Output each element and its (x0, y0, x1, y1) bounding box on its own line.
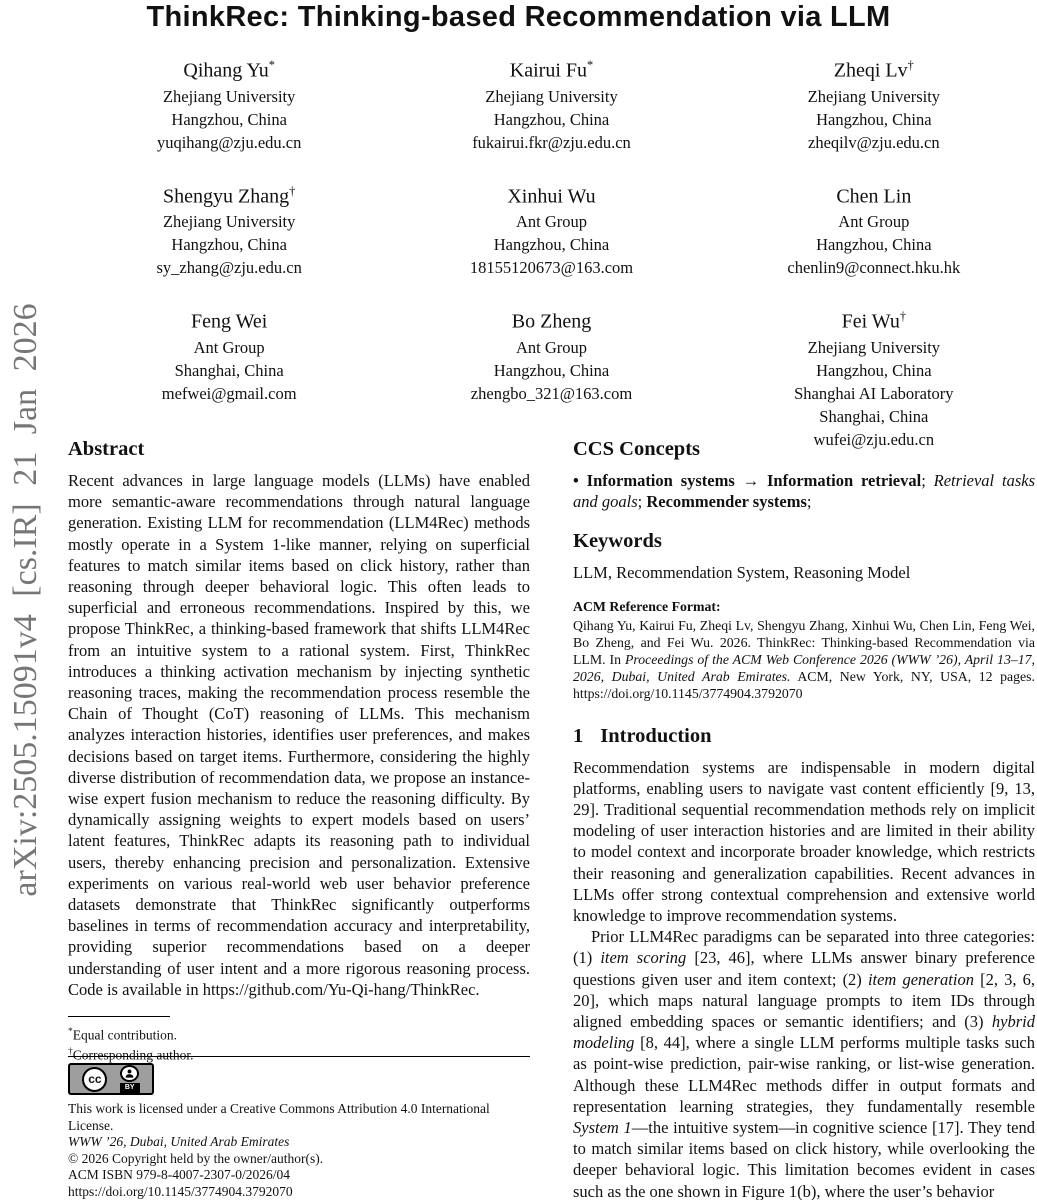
author-affiliation: Ant Group (193, 337, 265, 357)
author-affiliation: Zhejiang University (807, 337, 941, 357)
author-email: sy_zhang@zju.edu.cn (156, 258, 302, 278)
footnote-rule (68, 1016, 170, 1017)
author-affiliation: Ant Group (838, 212, 910, 232)
author-marker: † (899, 309, 907, 324)
ccs-concepts-text: • Information systems → Information retrieval; Retrieval tasks and goals; Recommender systems; (573, 471, 1035, 512)
person-icon (120, 1065, 139, 1082)
author-city: Hangzhou, China (493, 235, 610, 255)
author-city: Hangzhou, China (816, 235, 932, 255)
author-city: Hangzhou, China (493, 360, 610, 380)
left-column (68, 438, 530, 1200)
author-email: zhengbo_321@163.com (470, 383, 633, 403)
author-name: Zheqi Lv† (833, 58, 914, 82)
author-email: yuqihang@zju.edu.cn (156, 132, 302, 152)
abstract-text: Recent advances in large language models (LLMs) have enabled more semantic-aware recommendations through natural language generation. Existing LLM for recommendation (LLM4Rec) methods mostly operate in a System 1-like manner, relying on superficial features to match similar items based on click history, rather than reasoning through deeper behavioral logic. This often leads to superficial and erroneous recommendations. Inspired by this, we propose ThinkRec, a thinking-based framework that shifts LLM4Rec from an intuitive system to a rational system. First, ThinkRec introduces a thinking activation mechanism by injecting synthetic reasoning traces, making the recommendation process resemble the Chain of Thought (CoT) reasoning of LLMs. This mechanism analyzes interaction histories, identifies user preferences, and makes decisions based on target items. Furthermore, considering the highly diverse distribution of recommendation data, we propose an instance-wise expert fusion mechanism to reduce the reasoning difficulty. By dynamically assigning weights to expert models based on users’ latent features, ThinkRec adapts its reasoning path to individual users, thereby enhancing precision and personalization. Extensive experiments on various real-world web user behavior preference datasets demonstrate that ThinkRec significantly outperforms baselines in terms of recommendation accuracy and interpretability, providing superior recommendations based on a deeper understanding of user intent and a more rigorous reasoning process. Code is available in https://github.com/Yu-Qi-hang/ThinkRec. (68, 471, 530, 999)
author-name: Feng Wei (190, 310, 268, 333)
author-email: chenlin9@connect.hku.hk (787, 258, 961, 278)
license-statement: This work is licensed under a Creative Commons Attribution 4.0 International License. (68, 1101, 490, 1133)
author-affiliation: Zhejiang University (485, 86, 618, 106)
author-affiliation: Zhejiang University (162, 212, 296, 232)
author-affiliation-2: Shanghai AI Laboratory (794, 383, 954, 403)
author-name: Shengyu Zhang† (163, 183, 296, 208)
section-title: Introduction (600, 724, 712, 747)
footnote-corresponding-author: †Corresponding author. (68, 1047, 194, 1063)
author-block (68, 52, 390, 154)
arxiv-watermark: arXiv:2505.15091v4 [cs.IR] 21 Jan 2026 (7, 303, 44, 897)
author-city: Hangzhou, China (171, 235, 287, 255)
author-block (68, 303, 390, 451)
author-city: Hangzhou, China (816, 109, 932, 129)
author-city: Hangzhou, China (493, 109, 610, 129)
author-name: Qihang Yu* (183, 58, 275, 82)
introduction-paragraph-1: Recommendation systems are indispensable in modern digital platforms, enabling users to navigate vast content efficiently [9, 13, 29]. Traditional sequential recommendation methods rely on implicit modeling of user interaction histories and are limited in their ability to model context and incorporate broader knowledge, which restricts their reasoning and generalization capabilities. Recent advances in LLMs offer strong contextual comprehension and extensive world knowledge to improve recommendation systems. (573, 757, 1035, 926)
author-grid (68, 52, 1035, 451)
author-block (68, 178, 390, 280)
author-marker: † (289, 183, 296, 198)
author-email: mefwei@gmail.com (161, 383, 297, 403)
cc-by-license-badge (68, 1063, 154, 1095)
acm-reference-text: Qihang Yu, Kairui Fu, Zheqi Lv, Shengyu Zhang, Xinhui Wu, Chen Lin, Feng Wei, Bo Zheng, and Fei Wu. 2026. ThinkRec: Thinking-based Recommendation via LLM. In Proceedings of the ACM Web Conference 2026 (WWW ’26), April 13–17, 2026, Dubai, United Arab Emirates. ACM, New York, NY, USA, 12 pages. https://doi.org/10.1145/3774904.3792070 (573, 617, 1035, 702)
author-name: Bo Zheng (511, 310, 592, 333)
author-name: Chen Lin (836, 185, 912, 208)
keywords-heading: Keywords (573, 530, 662, 553)
right-column (573, 438, 1035, 1200)
by-attribution-group (120, 1065, 140, 1093)
page-title: ThinkRec: Thinking-based Recommendation via LLM (146, 1, 891, 33)
author-block (713, 52, 1035, 154)
conference-venue: WWW ’26, Dubai, United Arab Emirates (68, 1134, 290, 1149)
author-block (713, 303, 1035, 451)
author-affiliation: Ant Group (515, 337, 588, 357)
introduction-paragraph-2: Prior LLM4Rec paradigms can be separated into three categories: (1) item scoring [23, 46], where LLMs answer binary preference questions given user and item context; (2) item generation [2, 3, 6, 20], which maps natural language prompts to item IDs through aligned embedding spaces or semantic identifiers; and (3) hybrid modeling [8, 44], where a single LLM performs multiple tasks such as point-wise prediction, pair-wise ranking, or list-wise generation. Although these LLM4Rec methods differ in output formats and representation learning strategies, they fundamentally resemble System 1—the intuitive system—in cognitive science [17]. They tend to match similar items based on click history, while overlooking the deeper behavioral logic. This limitation becomes evident in cases such as the one shown in Figure 1(b), where the user’s behavior (573, 927, 1035, 1200)
copyright-block (68, 1056, 530, 1200)
author-name: Xinhui Wu (507, 185, 596, 208)
copyright-separator-rule (68, 1056, 530, 1057)
introduction-heading (573, 725, 1035, 748)
author-email: 18155120673@163.com (469, 258, 634, 278)
author-block (390, 178, 712, 280)
doi-link[interactable]: https://doi.org/10.1145/3774904.3792070 (68, 1183, 293, 1199)
author-city-2: Shanghai, China (819, 406, 929, 426)
author-marker: * (268, 58, 275, 72)
author-affiliation: Ant Group (515, 212, 588, 232)
author-marker: * (587, 58, 594, 72)
author-city: Hangzhou, China (816, 360, 932, 380)
section-number: 1 (573, 724, 584, 747)
author-email: wufei@zju.edu.cn (813, 429, 935, 449)
ccs-heading: CCS Concepts (573, 438, 700, 460)
author-email: fukairui.fkr@zju.edu.cn (472, 132, 631, 152)
author-affiliation: Zhejiang University (162, 86, 296, 106)
copyright-line: © 2026 Copyright held by the owner/author(s). (68, 1150, 324, 1166)
by-label: BY (120, 1083, 140, 1093)
keywords-text: LLM, Recommendation System, Reasoning Model (573, 563, 911, 583)
author-name: Fei Wu† (841, 309, 907, 333)
author-city: Shanghai, China (174, 360, 284, 380)
author-email: zheqilv@zju.edu.cn (808, 132, 940, 152)
author-affiliation: Zhejiang University (807, 86, 941, 106)
abstract-heading: Abstract (68, 438, 145, 460)
isbn-line: ACM ISBN 979-8-4007-2307-0/2026/04 (68, 1167, 290, 1182)
footnote-equal-contribution: *Equal contribution. (68, 1027, 177, 1043)
author-marker: † (907, 58, 914, 72)
author-city: Hangzhou, China (171, 109, 287, 129)
author-name: Kairui Fu* (509, 58, 594, 82)
author-block (390, 52, 712, 154)
author-block (713, 178, 1035, 280)
cc-icon: cc (82, 1067, 107, 1092)
author-block (390, 303, 712, 451)
acm-reference-heading: ACM Reference Format: (573, 598, 721, 614)
two-column-body (68, 438, 1035, 1200)
